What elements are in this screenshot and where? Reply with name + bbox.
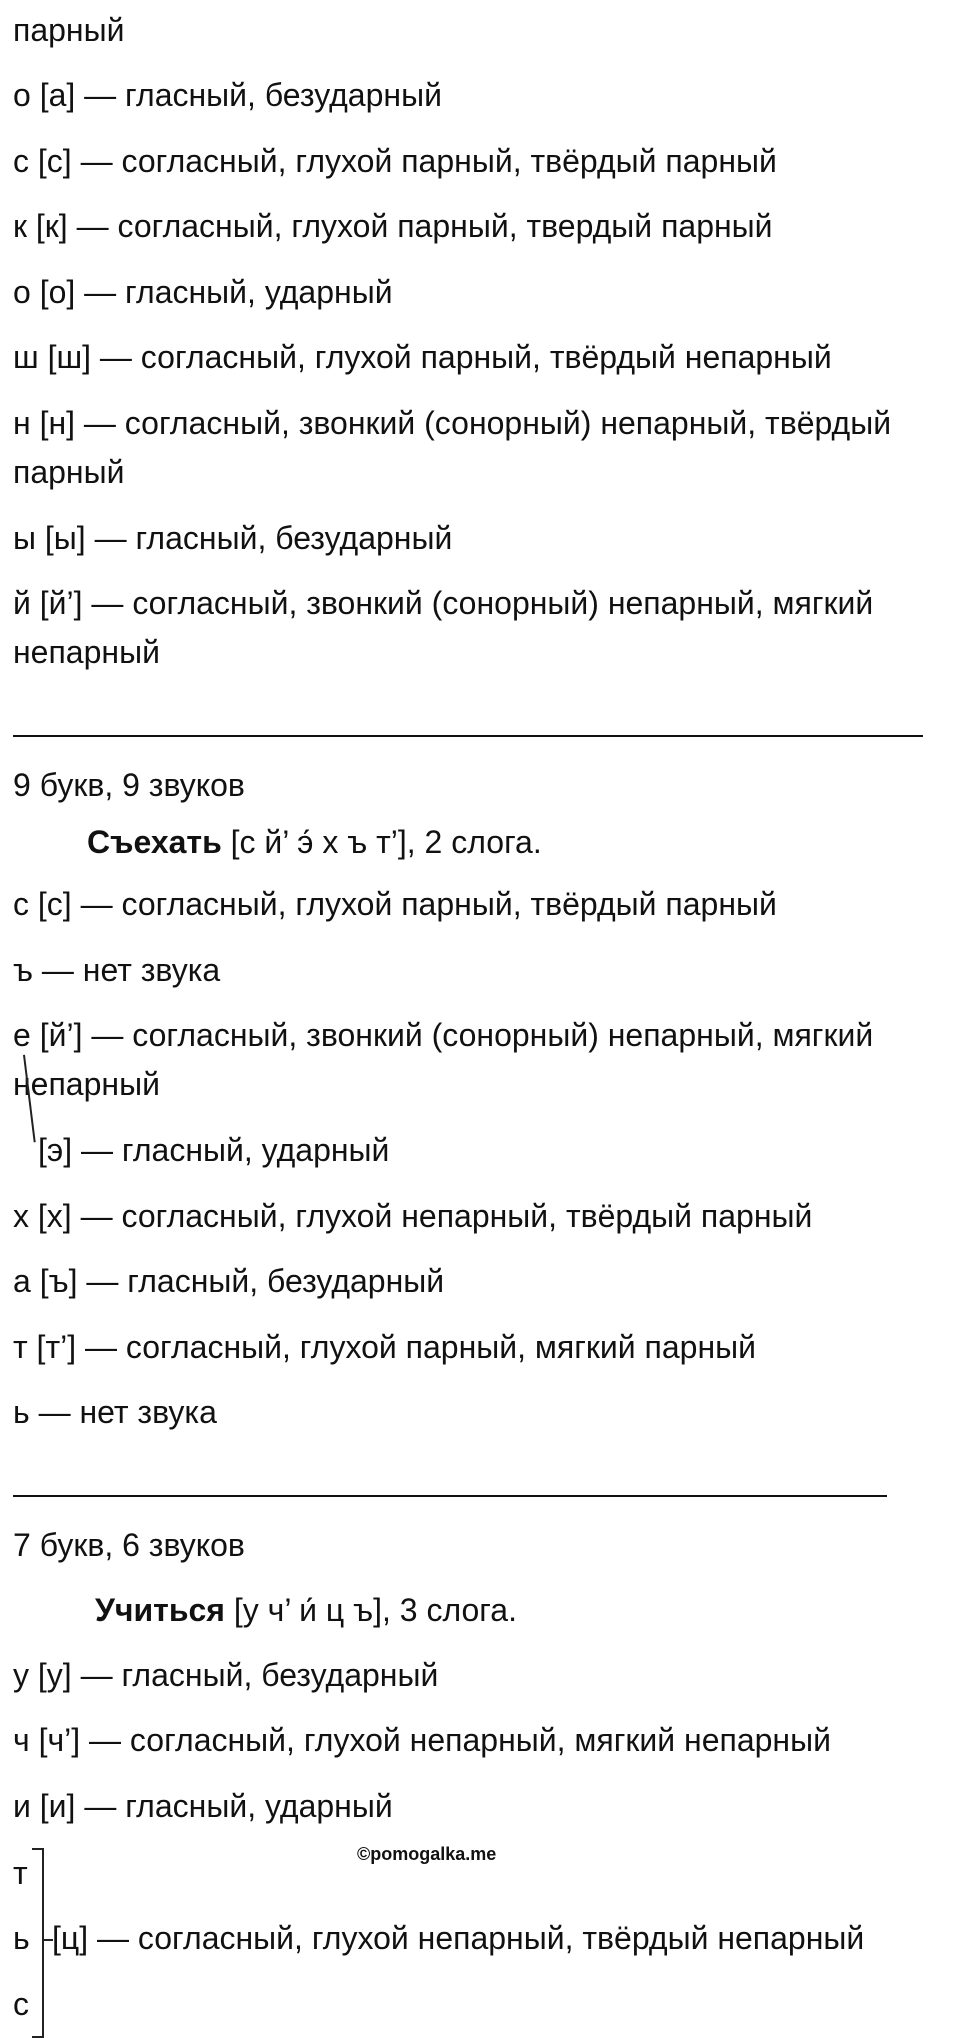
group-letter: ь [13,1920,30,1956]
group-sound-line: [ц] — согласный, глухой непарный, твёрдый непарный [52,1920,865,1956]
text-line: парный [13,454,125,490]
word: Учиться [95,1592,225,1628]
text-line: с [с] — согласный, глухой парный, твёрдый парный [13,886,777,922]
group-letter: т [13,1855,28,1891]
word-heading [87,822,542,862]
text-line: непарный [13,634,160,670]
group-letter: с [13,1986,29,2022]
text-line: и [и] — гласный, ударный [13,1788,393,1824]
word: Съехать [87,824,222,860]
text-line: е [й’] — согласный, звонкий (сонорный) непарный, мягкий [13,1017,874,1053]
text-line: ы [ы] — гласный, безударный [13,520,453,556]
text-line: с [с] — согласный, глухой парный, твёрдый парный [13,143,777,179]
text-line: й [й’] — согласный, звонкий (сонорный) непарный, мягкий [13,585,874,621]
text-line: к [к] — согласный, глухой парный, твердый парный [13,208,773,244]
text-line: о [о] — гласный, ударный [13,274,393,310]
transcription: [с й’ э́ х ъ т’], 2 слога. [221,824,542,860]
text-line: ь — нет звука [13,1394,217,1430]
text-line: т [т’] — согласный, глухой парный, мягкий парный [13,1329,756,1365]
text-line: н [н] — согласный, звонкий (сонорный) непарный, твёрдый [13,405,892,441]
text-line: ш [ш] — согласный, глухой парный, твёрдый непарный [13,339,832,375]
text-line: а [ъ] — гласный, безударный [13,1263,445,1299]
text-line: х [х] — согласный, глухой непарный, твёрдый парный [13,1198,813,1234]
text-line: о [а] — гласный, безударный [13,77,442,113]
letters-sounds-count: 7 букв, 6 звуков [13,1527,245,1563]
section-divider [13,735,923,737]
text-line: ч [ч’] — согласный, глухой непарный, мягкий непарный [13,1722,831,1758]
section-divider [13,1495,887,1497]
text-line: парный [13,12,125,48]
text-line: непарный [13,1066,160,1102]
letters-sounds-count: 9 букв, 9 звуков [13,767,245,803]
transcription: [у ч’ и́ ц ъ], 3 слога. [224,1592,517,1628]
word-heading [95,1590,517,1630]
watermark: ©pomogalka.me [357,1844,497,1864]
text-line: ъ — нет звука [13,952,221,988]
letter-group-bracket [32,1848,44,2038]
text-line: [э] — гласный, ударный [38,1132,390,1168]
text-line: у [у] — гласный, безударный [13,1657,439,1693]
